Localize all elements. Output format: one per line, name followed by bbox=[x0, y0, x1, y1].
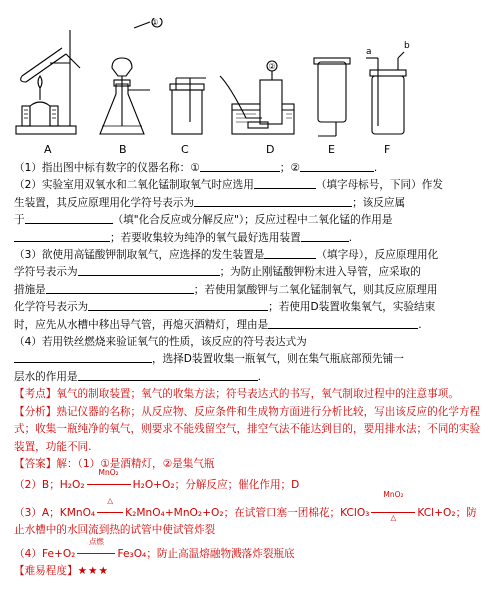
callout-1-label: ① bbox=[151, 18, 159, 27]
q3-line5: 时，应先从水槽中移出导气管，再熄灭酒精灯，理由是 . bbox=[14, 318, 422, 331]
answer-2: （2）B；H₂O₂ MnO₂ H₂O+O₂；分解反应；催化作用；D bbox=[14, 468, 300, 492]
label-f: F bbox=[384, 143, 391, 156]
question-body bbox=[14, 160, 486, 580]
label-e: E bbox=[328, 143, 335, 156]
device-c bbox=[170, 78, 206, 134]
q2-line2: 生装置，其反应原理用化学符号表示为 ；该反应属 bbox=[14, 196, 406, 209]
blank-2 bbox=[300, 160, 374, 172]
daan: 【答案】解：（1）①是酒精灯，②是集气瓶 bbox=[14, 457, 215, 470]
answer-4: （4）Fe+O₂ 点燃 Fe₃O₄；防止高温熔融物溅落炸裂瓶底 bbox=[14, 536, 295, 560]
q1: （1）指出图中标有数字的仪器名称：① ；② . bbox=[14, 162, 378, 174]
q3-line2: 学符号表示为 ；为防止刚锰酸钾粉末进入导管，应采取的 bbox=[14, 266, 421, 279]
q4-line2: ，选择D装置收集一瓶氧气，则在集气瓶底部预先铺一 bbox=[14, 351, 486, 368]
device-b bbox=[100, 18, 162, 134]
label-a: A bbox=[44, 143, 52, 156]
difficulty-stars: ★★★ bbox=[77, 564, 110, 577]
tube-a-label: a bbox=[366, 47, 372, 57]
callout-2-label: ② bbox=[268, 62, 276, 71]
answer-3: （3）A；KMnO₄ △ K₂MnO₄+MnO₂+O₂；在试管口塞一团棉花；KClO₃ MnO₂ △ KCl+O₂；防止水槽中的水回流到热的试管中使试管炸裂 bbox=[14, 489, 477, 537]
label-b: B bbox=[119, 143, 127, 156]
device-e bbox=[314, 58, 350, 136]
apparatus-drawing bbox=[0, 18, 499, 148]
q3-line1: （3）欲使用高锰酸钾制取氧气，应选择的发生装置是 （填字母），反应原理用化 bbox=[14, 249, 439, 262]
q2-line4: ；若要收集较为纯净的氧气最好选用装置 . bbox=[14, 230, 486, 247]
kaodian: 【考点】氧气的制取装置；氧气的收集方法；符号表达式的书写，氧气制取过程中的注意事项。 bbox=[14, 388, 459, 401]
q2-line3: 于 （填"化合反应或分解反应"）；反应过程中二氧化锰的作用是 bbox=[14, 214, 393, 227]
q4-line1: （4）若用铁丝燃烧来验证氧气的性质，该反应的符号表达式为 bbox=[14, 336, 307, 349]
fenxi: 【分析】熟记仪器的名称；从反应物、反应条件和生成物方面进行分析比较，写出该反应的化学方程式；收集一瓶纯净的氧气，则要求不能残留空气，排空气法不能达到目的，要用排水法；不同的实验装置，功能不同. bbox=[14, 405, 481, 453]
device-a bbox=[16, 30, 80, 134]
device-d bbox=[220, 61, 294, 134]
q3-line4: 化学符号表示为 ；若使用D装置收集氧气，实验结束 bbox=[14, 301, 436, 314]
label-d: D bbox=[266, 143, 275, 156]
tube-b-label: b bbox=[404, 41, 410, 51]
blank-1 bbox=[200, 160, 280, 172]
q3-line3: 措施是 ；若使用氯酸钾与二氧化锰制氧气，则其反应原理用 bbox=[14, 283, 438, 296]
nandu: 【难易程度】★★★ bbox=[14, 564, 110, 577]
device-f bbox=[366, 52, 406, 134]
q4-line3: 层水的作用是 . bbox=[14, 370, 261, 383]
device-letters bbox=[0, 143, 499, 159]
q2-line1: （2）实验室用双氧水和二氧化锰制取氧气时应选用 （填字母标号，下同）作发 bbox=[14, 179, 443, 192]
label-c: C bbox=[181, 143, 189, 156]
